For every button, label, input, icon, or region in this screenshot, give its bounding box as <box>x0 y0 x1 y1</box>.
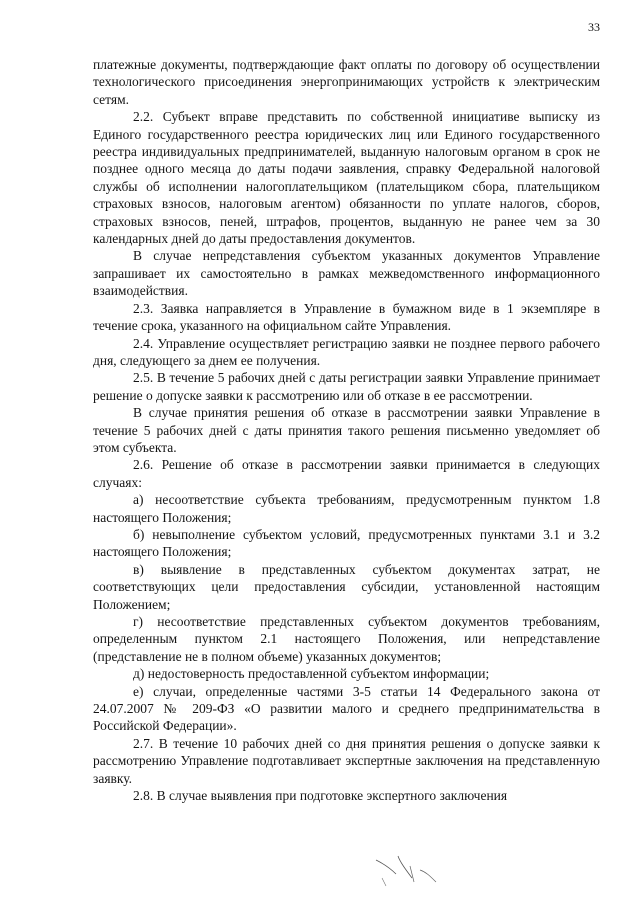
list-item-g: г) несоответствие представленных субъектом документов требованиям, определенным пунктом 2.1 настоящего Положения, или непредставление (представление не в полном объеме) указанных документов; <box>93 614 600 664</box>
paragraph-2-6: 2.6. Решение об отказе в рассмотрении заявки принимается в следующих случаях: <box>93 457 600 490</box>
paragraph-2-3: 2.3. Заявка направляется в Управление в бумажном виде в 1 экземпляре в течение срока, указанного на официальном сайте Управления. <box>93 300 600 334</box>
document-body <box>93 56 600 804</box>
list-item-a: а) несоответствие субъекта требованиям, предусмотренным пунктом 1.8 настоящего Положения; <box>93 492 600 525</box>
list-item-b: б) невыполнение субъектом условий, предусмотренных пунктами 3.1 и 3.2 настоящего Положения; <box>93 526 600 560</box>
initials-mark <box>370 852 450 892</box>
paragraph-2-8: 2.8. В случае выявления при подготовке экспертного заключения <box>133 788 508 804</box>
paragraph-2-4: 2.4. Управление осуществляет регистрацию заявки не позднее первого рабочего дня, следующего за днем ее получения. <box>93 335 600 368</box>
paragraph-2-2-missing-docs: В случае непредставления субъектом указанных документов Управление запрашивает их самостоятельно в рамках межведомственного информационного взаимодействия. <box>93 248 600 299</box>
list-item-v: в) выявление в представленных субъектом документах затрат, не соответствующих цели предоставления субсидии, установленной настоящим Положением; <box>93 561 600 612</box>
paragraph-continuation: платежные документы, подтверждающие факт оплаты по договору об осуществлении технологического присоединения энергопринимающих устройств к электрическим сетям. <box>93 57 600 107</box>
list-item-d: д) недостоверность предоставленной субъектом информации; <box>133 666 490 682</box>
paragraph-2-2: 2.2. Субъект вправе представить по собственной инициативе выписку из Единого государственного реестра юридических лиц или Единого государственного реестра индивидуальных предпринимателей, выданную налоговым органом в срок не позднее одного месяца до даты подачи заявления, справку Федеральной налоговой службы об исполнении налогоплательщиком (плательщиком сбора, плательщиком страховых взносов, налоговым агентом) обязанности по уплате налогов, сборов, страховых взносов, пеней, штрафов, процентов, выданную не ранее чем за 30 календарных дней до даты предоставления документов. <box>93 109 600 247</box>
paragraph-2-5-refusal: В случае принятия решения об отказе в рассмотрении заявки Управление в течение 5 рабочих дней с даты принятия такого решения письменно уведомляет об этом субъекта. <box>93 405 600 455</box>
paragraph-2-7: 2.7. В течение 10 рабочих дней со дня принятия решения о допуске заявки к рассмотрению Управление подготавливает экспертные заключения на представленную заявку. <box>93 735 600 786</box>
list-item-e: е) случаи, определенные частями 3-5 статьи 14 Федерального закона от 24.07.2007 № 209-ФЗ «О развитии малого и среднего предпринимательства в Российской Федерации». <box>93 683 600 734</box>
page-number: 33 <box>588 20 600 34</box>
paragraph-2-5: 2.5. В течение 5 рабочих дней с даты регистрации заявки Управление принимает решение о допуске заявки к рассмотрению или об отказе в ее рассмотрении. <box>93 370 600 403</box>
